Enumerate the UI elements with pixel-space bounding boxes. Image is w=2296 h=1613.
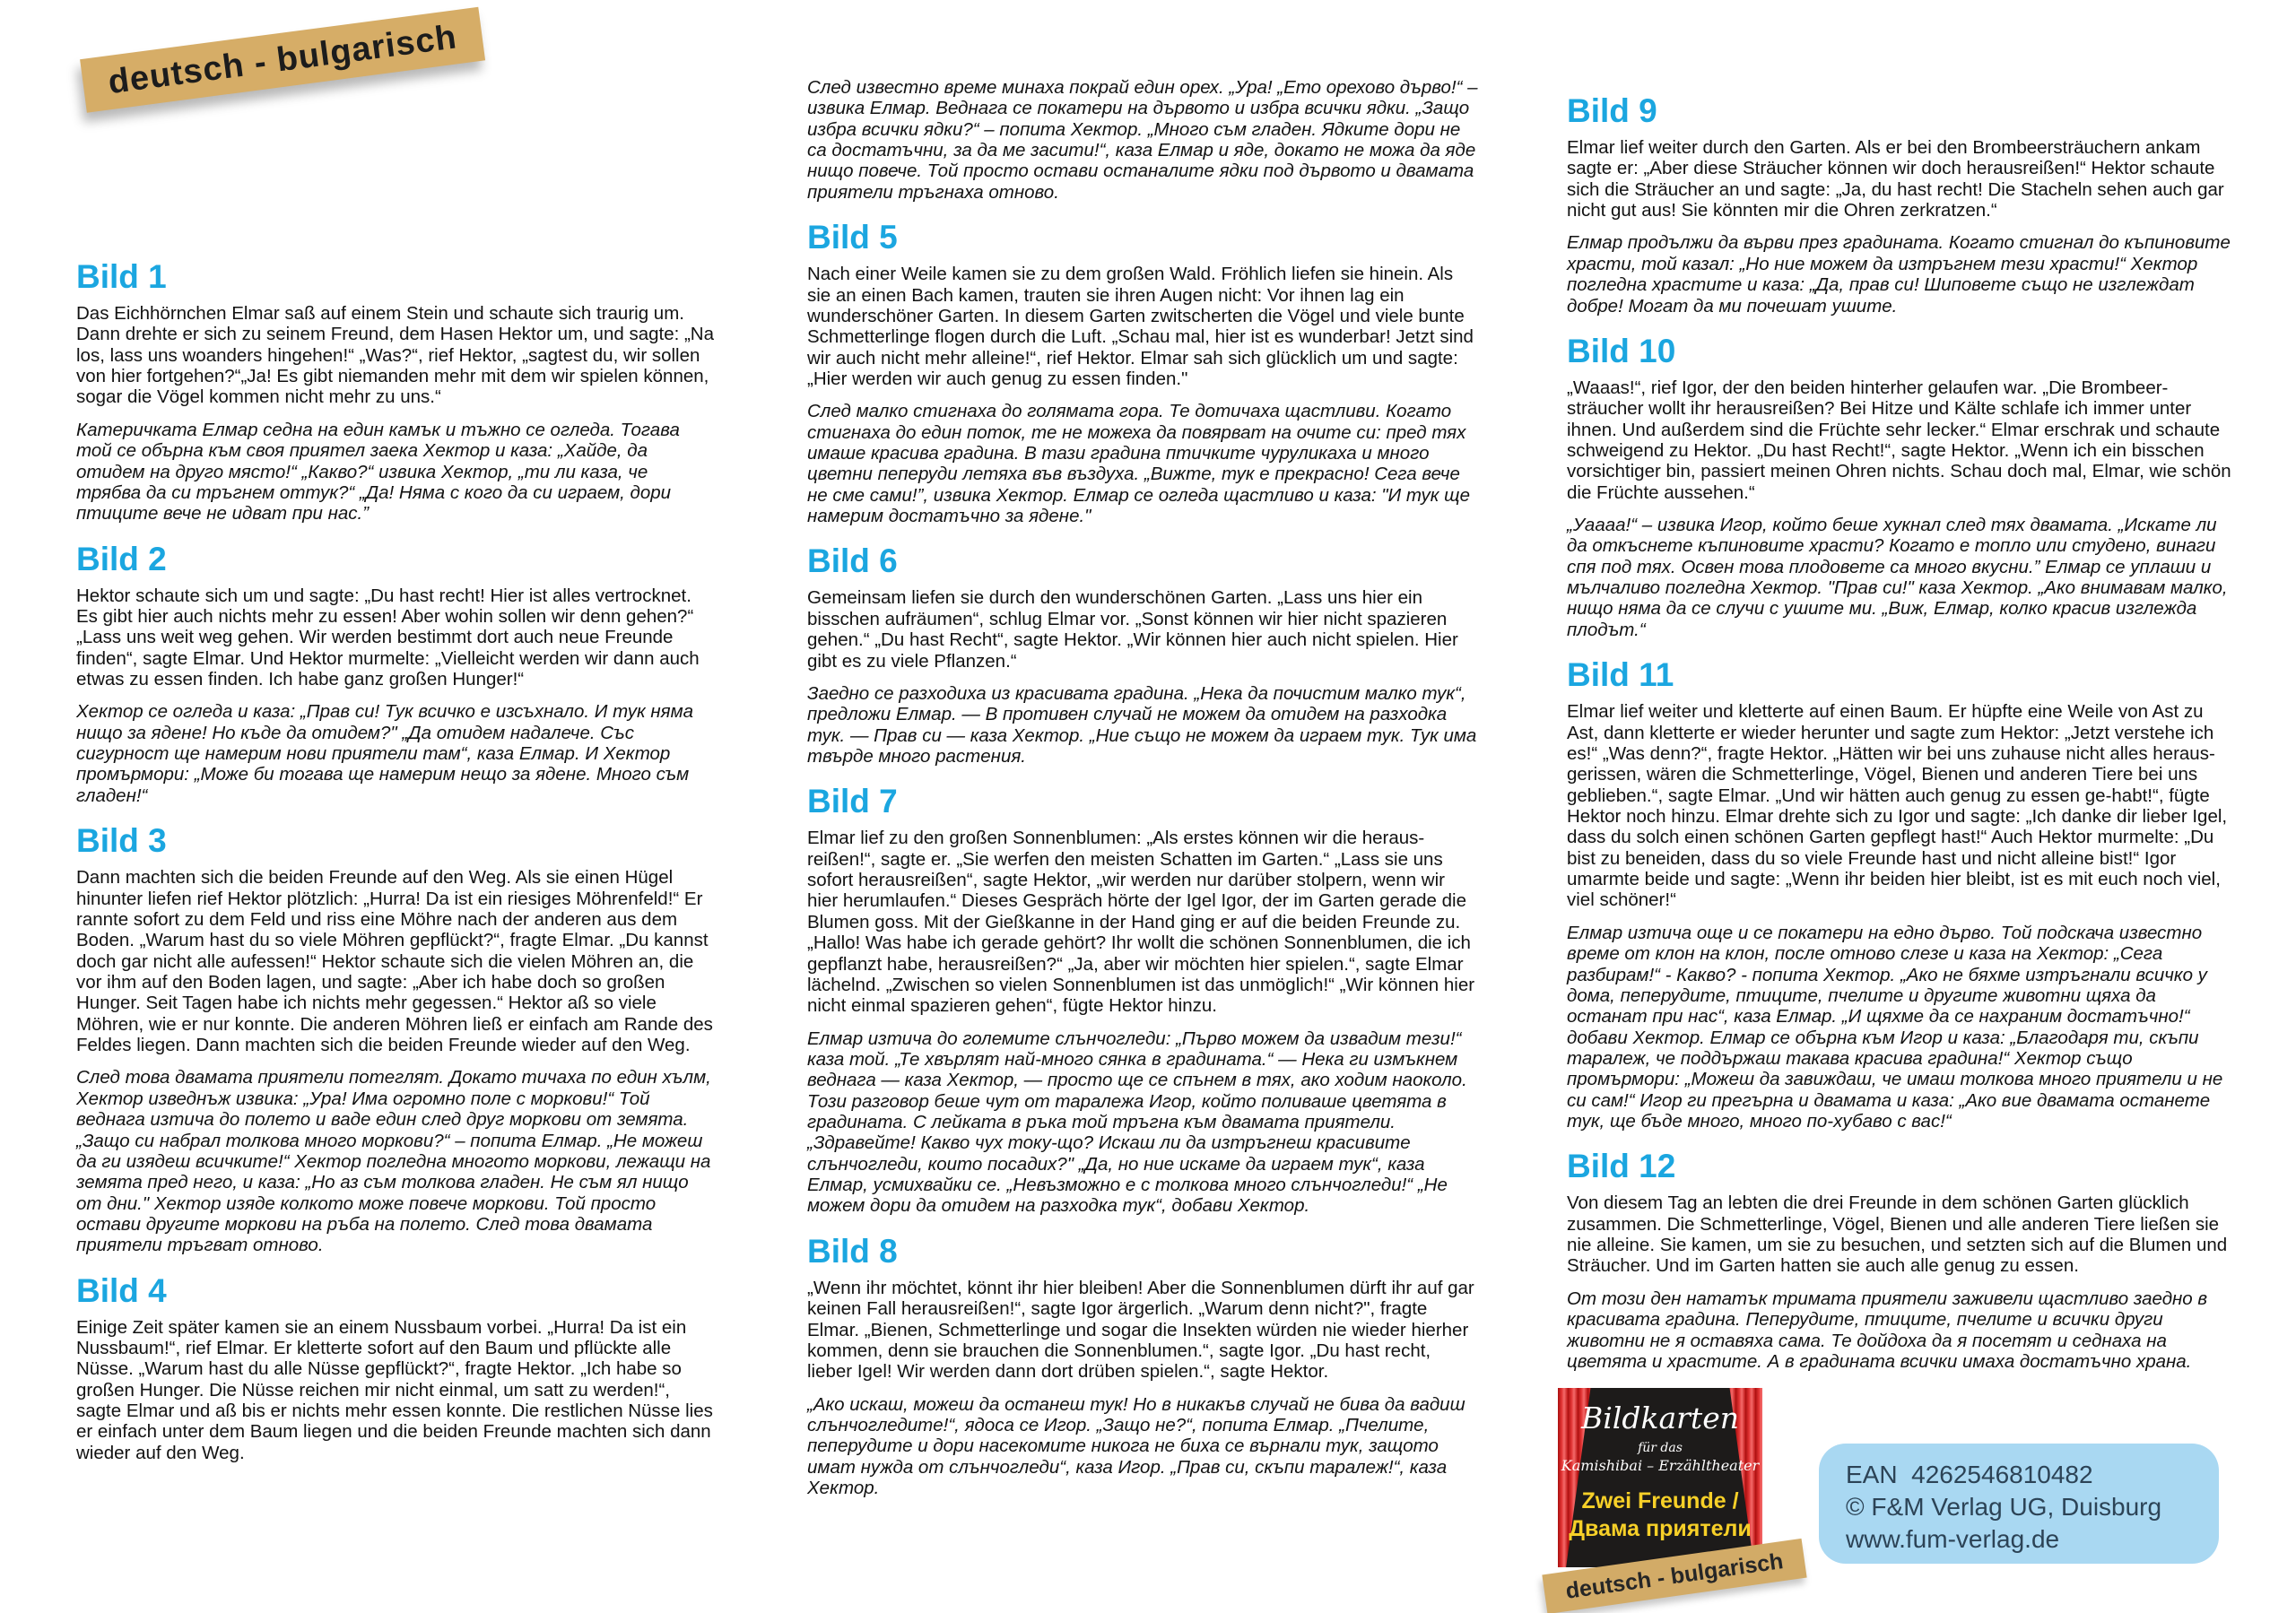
language-banner [80, 7, 485, 113]
section-bild-2 [76, 541, 715, 807]
text-column-3 [1567, 92, 2235, 1388]
section-title: Bild 12 [1567, 1148, 1676, 1185]
german-text: Elmar lief zu den großen Sonnenblumen: „Als erstes können wir die heraus-reißen!“, sagte er. „Sie werfen den meisten Schatten im Garten.“ „Lass sie uns sofort herausreißen“, sagte Hektor, „wir werden nur darüber stolpern, wenn wir hier herumlaufen.“ Dieses Gespräch hörte der Igel Igor, der im Garten gerade die Blumen goss. Mit der Gießkanne in der Hand ging er auf die beiden Freunde zu. „Hallo! Was habe ich gerade gehört? Ihr wollt die schönen Sonnenblumen, die ich gepflanzt habe, herausreißen?“ „Ja, aber wir möchten hier spielen.“, sagte Elmar lächelnd. „Zwischen so vielen Sonnenblumen ist das unmöglich!“ „Wir können hier nicht einmal spazieren gehen“, fügte Hektor hinzu. [807, 828, 1475, 1017]
section-title: Bild 5 [807, 219, 898, 256]
bulgarian-text: Елмар изтича до големите слънчогледи: „Първо можем да извадим тези!“ каза той. „Те хвърлят най-много сянка в градината.“ — Нека ги измъкнем веднага — каза Хектор, — просто ще се спънем в тях, ако ходим наоколо. Този разговор беше чут от таралежа Игор, който поливаше цветята в градината. С лейката в ръка той тръгна към двамата приятели. „Здравейте! Какво чух току-що? Искаш ли да изтръгнеш красивите слънчогледи, които посадих?" „Да, но ние искаме да играем тук“, каза Елмар, усмихвайки се. „Невъзможно е с толкова много слънчогледи!“ „Не можем дори да отидем на разходка тук“, добави Хектор. [807, 1028, 1467, 1217]
publisher-website: www.fum-verlag.de [1846, 1525, 2060, 1553]
publisher-copyright: © F&M Verlag UG, Duisburg [1846, 1493, 2162, 1521]
ean-number: EAN 4262546810482 [1846, 1461, 2093, 1488]
text-column-1 [76, 258, 715, 1479]
section-bild-10 [1567, 333, 2235, 640]
german-text: Elmar lief weiter durch den Garten. Als er bei den Brombeersträuchern ankam sagte er: „Aber diese Sträucher können wir doch herausreißen!“ Hektor schaute sich die Sträucher an und sagte: „Ja, du hast recht! Die Stacheln sehen auch gar nicht gut aus! Sie könnten mir die Ohren zerkratzen.“ [1567, 137, 2224, 221]
section-title: Bild 2 [76, 540, 167, 577]
bulgarian-text: Елмар изтича още и се покатери на едно дърво. Той подскача известно време от клон на клон, после отново слезе и каза на Хектор: „Сега разбирам!“ - Какво? - попита Хектор. „Ако не бяхме изтръгнали всичко у дома, пеперудите, птиците, пчелите и другите животни щяха да останат при нас“, каза Елмар. „И щяхме да се нахраним достатъчно!“ добави Хектор. Елмар се обърна към Игор и каза: „Благодаря ти, скъпи таралеж, че поддържаш такава красива градина!“ Хектор също промърмори: „Можеш да завиждаш, че имаш толкова много приятели и не си сам!“ Игор ги прегърна и двамата и каза: „Ако вие двамата останете тук, ще бъде много, много по-хубаво с вас!“ [1567, 922, 2223, 1132]
logo-subtitle-1: für das [1638, 1441, 1683, 1455]
section-title: Bild 11 [1567, 656, 1674, 694]
section-title: Bild 10 [1567, 332, 1676, 369]
german-text: Das Eichhörnchen Elmar saß auf einem Stein und schaute sich traurig um. Dann drehte er sich zu seinem Freund, dem Hasen Hektor um, und sagte: „Na los, lass uns woanders hingehen!“ „Was?“, rief Hektor, „sagtest du, wir sollen von hier fortgehen?“„Ja! Es gibt niemanden mehr mit dem wir spielen können, sogar die Vögel kommen nicht mehr zu uns.“ [76, 303, 715, 408]
text-column-2 [807, 77, 1478, 1514]
section-bild-9 [1567, 92, 2235, 317]
german-text: Gemeinsam liefen sie durch den wunderschönen Garten. „Lass uns hier ein bisschen aufräumen“, schlug Elmar vor. „Sonst können wir hier nicht spazieren gehen.“ „Du hast Recht“, sagte Hektor. „Wir können hier auch nicht spielen. Hier gibt es zu viele Pflanzen.“ [807, 587, 1458, 672]
logo-title-german: Zwei Freunde / [1581, 1488, 1739, 1513]
section-bild-4 [76, 1272, 715, 1464]
logo-language-band-label: deutsch - bulgarisch [1563, 1548, 1785, 1604]
kamishibai-product-logo [1558, 1388, 1785, 1604]
bulgarian-text: Хектор се огледа и каза: „Прав си! Тук всичко е изсъхнало. И тук няма нищо за ядене! Но къде да отидем?" „Да отидем надалече. Със сигурност ще намерим нови приятели там“, каза Елмар. И Хектор промърмори: „Може би тогава ще намерим нещо за ядене. Много съм гладен!“ [76, 701, 694, 806]
section-bild-7 [807, 783, 1478, 1216]
german-text: Nach einer Weile kamen sie zu dem großen Wald. Fröhlich liefen sie hinein. Als sie an einen Bach kamen, trauten sie ihren Augen nicht: Vor ihnen lag ein wunderschöner Garten. In diesem Garten zwitscherten die Vögel und viele bunte Schmetterlinge flogen durch die Luft. „Schau mal, hier ist es wunderbar! Jetzt sind wir auch nicht mehr alleine!“, rief Hektor. Elmar sah sich glücklich um und sagte: „Hier werden wir auch genug zu essen finden." [807, 264, 1474, 389]
logo-content [1558, 1388, 1762, 1567]
bulgarian-text: Заедно се разходиха из красивата градина. „Нека да почистим малко тук“, предложи Елмар. — В противен случай не можем да отидем на разходка тук. — Прав си — каза Хектор. „Ние също не можем да играем тук. Тук има твърде много растения. [807, 682, 1477, 767]
logo-product-name: Bildkarten [1581, 1401, 1739, 1435]
section-bild-8 [807, 1233, 1478, 1499]
language-banner-label: deutsch - bulgarisch [106, 17, 459, 101]
german-text: Dann machten sich die beiden Freunde auf den Weg. Als sie einen Hügel hinunter liefen rief Hektor plötzlich: „Hurra! Da ist ein riesiges Möhrenfeld!“ Er rannte sofort zu dem Feld und riss eine Möhre nach der anderen aus dem Boden. „Warum hast du so viele Möhren gepflückt?“, fragte Elmar. „Du kannst doch gar nicht alle aufessen!“ Hektor schaute sich die vielen Möhren an, die vor ihm auf den Boden lagen, und sagte: „Aber ich habe doch so großen Hunger. Seit Tagen habe ich nichts mehr gegessen.“ Hektor aß so viele Möhren, wie er nur konnte. Die anderen Möhren ließ er einfach am Rande des Feldes liegen. Dann machten sich die beiden Freunde wieder auf den Weg. [76, 867, 713, 1056]
german-text: Hektor schaute sich um und sagte: „Du hast recht! Hier ist alles vertrocknet. Es gibt hier auch nichts mehr zu essen! Aber wohin sollen wir denn gehen?“ „Lass uns weit weg gehen. Wir werden bestimmt dort auch neue Freunde finden“, sagte Elmar. Und Hektor murmelte: „Vielleicht werden wir dann auch etwas zu essen finden. Ich habe ganz großen Hunger!“ [76, 585, 700, 690]
bulgarian-text: Катеричката Елмар седна на един камък и тъжно се огледа. Тогава той се обърна към своя приятел заека Хектор и каза: „Хайде, да отидем на друго място!“ „Какво?“ извика Хектор, „ти ли каза, че трябва да си тръгнем оттук?“ „Да! Няма с кого да си играем, дори птиците вече не идват при нас.” [76, 419, 680, 525]
bulgarian-text: Елмар продължи да върви през градината. Когато стигнал до къпиновите храсти, той казал: „Но ние можем да изтръгнем тези храсти!“ Хектор погледна храстите и каза: „Да, прав си! Шиповете също не изглеждат добре! Могат да ми почешат ушите. [1567, 232, 2231, 317]
bulgarian-text: „Уаааа!“ – извика Игор, който беше хукнал след тях двамата. „Искате ли да откъснете къпиновите храсти? Когато е топло или студено, винаги спя под тях. Освен това плодовете са много вкусни.” Елмар се уплаши и мълчаливо погледна Хектор. "Прав си!" каза Хектор. „Ако внимавам малко, нищо няма да се случи с ушите ми. „Виж, Елмар, колко красив изглежда плодът.“ [1567, 515, 2228, 640]
ean-publisher-box [1819, 1444, 2219, 1564]
section-bild-12 [1567, 1148, 2235, 1372]
bulgarian-text: От този ден нататък тримата приятели заживели щастливо заедно в красивата градина. Пеперудите, птиците, пчелите и всички други животни не я оставяха сама. Те дойдоха да я посетят и седнаха на цветята и храстите. А в градината всички имаха достатъчно храна. [1567, 1288, 2208, 1372]
section-bild-5 [807, 219, 1478, 526]
section-bild-11 [1567, 656, 2235, 1132]
bulgarian-text: „Ако искаш, можеш да останеш тук! Но в никакъв случай не бива да вадиш слънчогледите!“, ядоса се Игор. „Защо не?“, попита Елмар. „Пчелите, пеперудите и дори насекомите никога не биха се върнали тук, защото имат нужда от слънчогледи“, каза Игор. „Прав си, скъпи таралеж!“, каза Хектор. [807, 1393, 1465, 1499]
german-text: Einige Zeit später kamen sie an einem Nussbaum vorbei. „Hurra! Da ist ein Nussbaum!“, rief Elmar. Er kletterte sofort auf den Baum und pflückte alle Nüsse. „Warum hast du alle Nüsse gepflückt?“, fragte Hektor. „Ich habe so großen Hunger. Die Nüsse reichen mir nicht einmal, um satt zu werden!“, sagte Elmar und aß bis er nichts mehr essen konnte. Die restlichen Nüsse lies er einfach unter dem Baum liegen und die beiden Freunde machten sich dann wieder auf den Weg. [76, 1316, 713, 1463]
section-title: Bild 3 [76, 822, 167, 860]
section-title: Bild 8 [807, 1232, 898, 1270]
bulgarian-text: След малко стигнаха до голямата гора. Те дотичаха щастливи. Когато стигнаха до един поток, те не можеха да повярват на очите си: пред тях имаше красива градина. В тази градина птичките чуруликаха и много цветни пеперуди летяха във въздуха. „Вижте, тук е прекрасно! Сега вече не сме сами!”, извика Хектор. Елмар се огледа щастливо и каза: "И тук ще намерим достатъчно за ядене." [807, 401, 1471, 527]
bulgarian-text-bild-4-continued: След известно време минаха покрай един орех. „Ура! „Ето орехово дърво!“ – извика Елмар. Веднага се покатери на дървото и избра всички ядки. „Защо избра всички ядки?“ – попита Хектор. „Много съм гладен. Ядките дори не са достатъчни, за да ме засити!“, каза Елмар и яде, докато не можа да яде нищо повече. Той просто остави останалите ядки под дървото и двамата приятели тръгнаха отново. [807, 77, 1478, 203]
section-title: Bild 6 [807, 542, 898, 580]
section-title: Bild 7 [807, 783, 898, 820]
section-bild-1 [76, 258, 715, 525]
bulgarian-text: След това двамата приятели потеглят. Докато тичаха по един хълм, Хектор изведнъж извика: „Ура! Има огромно поле с моркови!“ Той веднага изтича до полето и ваде един след друг моркови от земята. „Защо си набрал толкова много моркови?“ – попита Елмар. „Не можеш да ги изядеш всичките!“ Хектор погледна многото моркови, лежащи на земята пред него, и каза: „Но аз съм толкова гладен. Не съм ял нищо от дни." Хектор изяде колкото може повече моркови. Той просто остави другите моркови на ръба на полето. След това двамата приятели тръгват отново. [76, 1067, 711, 1256]
german-text: Von diesem Tag an lebten die drei Freunde in dem schönen Garten glücklich zusammen. Die Schmetterlinge, Vögel, Bienen und alle anderen Tiere ließen sie nie alleine. Sie kamen, um sie zu besuchen, und setzten sich auf die Blumen und Sträucher. Und im Garten hatten sie auch alle genug zu essen. [1567, 1192, 2228, 1277]
german-text: „Waaas!“, rief Igor, der den beiden hinterher gelaufen war. „Die Brombeer-sträucher wollt ihr herausreißen? Bei Hitze und Kälte schlafe ich immer unter ihnen. Und außerdem sind die Früchte sehr lecker.“ Elmar erschrak und schaute schweigend zu Hektor. „Du hast Recht!“, sagte Hektor. „Wenn ich ein bisschen vorsichtiger bin, passiert meinen Ohren nichts. Schau doch mal, Elmar, wie schön die Früchte aussehen.“ [1567, 377, 2231, 503]
section-bild-6 [807, 542, 1478, 767]
section-title: Bild 4 [76, 1271, 167, 1309]
section-bild-3 [76, 822, 715, 1255]
section-title: Bild 1 [76, 258, 167, 295]
logo-title-bulgarian: Двама приятели [1569, 1516, 1752, 1541]
german-text: „Wenn ihr möchtet, könnt ihr hier bleiben! Aber die Sonnenblumen dürft ihr auf gar keinen Fall herausreißen!“, sagte Igor ärgerlich. „Warum denn nicht?", fragte Elmar. „Bienen, Schmetterlinge und sogar die Insekten würden nie wieder hierher kommen, denn sie brauchen die Sonnenblumen.“, sagte Igor. „Du hast recht, lieber Igel! Wir werden dann dort drüben spielen.“, sagte Hektor. [807, 1277, 1474, 1383]
section-title: Bild 9 [1567, 92, 1657, 129]
logo-subtitle-2: Kamishibai – Erzähltheater [1561, 1457, 1760, 1474]
german-text: Elmar lief weiter und kletterte auf einen Baum. Er hüpfte eine Weile von Ast zu Ast, dann kletterte er wieder herunter und sagte zum Hektor: „Jetzt verstehe ich es!“ „Was denn?“, fragte Hektor. „Hätten wir bei uns zuhause nicht alles heraus-gerissen, wären die Schmetterlinge, Vögel, Bienen und anderen Tiere bei uns geblieben.“, sagte Elmar. „Und wir hätten auch genug zu essen ge-habt!“, fügte Hektor noch hinzu. Elmar drehte sich zu Igor und sagte: „Ich danke dir lieber Igel, dass du solch einen schönen Garten gepflegt hast!“ Auch Hektor murmelte: „Du bist zu beneiden, dass du so viele Freunde hast und nicht alleine bist!“ Igor umarmte beide und sagte: „Wenn ihr beiden hier bleibt, ist es mit euch noch viel, viel schöner!“ [1567, 701, 2228, 911]
